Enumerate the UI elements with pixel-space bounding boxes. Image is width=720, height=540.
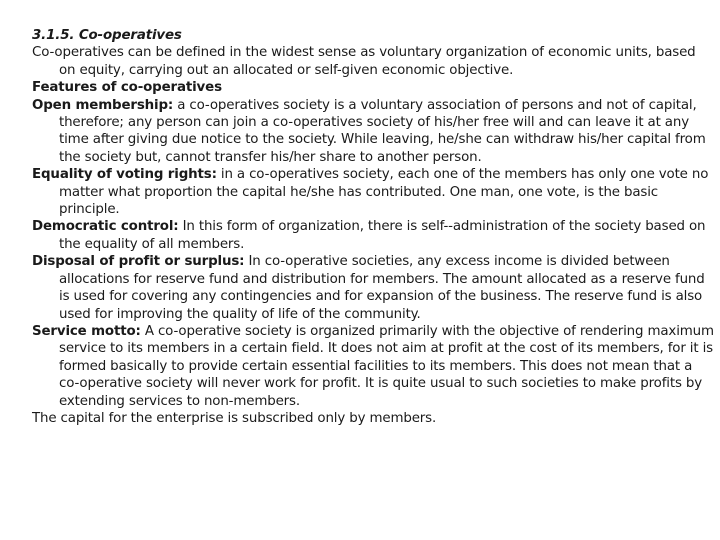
feature-disposal-of-profit (32, 253, 714, 323)
feature-text: In co-operative societies, any excess income is divided between allocations for reserve fund and distribution for members. The amount allocated as a reserve fund is used for covering any contingencies and for expansion of the business. The reserve fund is also used for improving the quality of life of the community. (59, 254, 705, 322)
feature-text: a co-operatives society is a voluntary association of persons and not of capital, therefore; any person can join a co-operatives society of his/her free will and can leave it at any time after giving due notice to the society. While leaving, he/she can withdraw his/her capital from the society but, cannot transfer his/her share to another person. (59, 97, 706, 165)
feature-equality-of-voting-rights (32, 166, 714, 218)
intro-paragraph: Co-operatives can be defined in the widest sense as voluntary organization of economic units, based on equity, carrying out an allocated or self-given economic objective. (32, 45, 696, 78)
feature-term: Equality of voting rights: (32, 167, 217, 183)
feature-text: in a co-operatives society, each one of the members has only one vote no matter what proportion the capital he/she has contributed. One man, one vote, is the basic principle. (59, 167, 709, 218)
document-body (32, 27, 714, 427)
feature-term: Open membership: (32, 97, 174, 113)
section-title: 3.1.5. Co-operatives (32, 28, 182, 43)
closing-paragraph: The capital for the enterprise is subscribed only by members. (32, 410, 437, 426)
feature-term: Disposal of profit or surplus: (32, 254, 245, 270)
feature-term: Service motto: (32, 323, 141, 339)
feature-service-motto (32, 323, 714, 410)
feature-term: Democratic control: (32, 219, 179, 235)
feature-democratic-control (32, 218, 714, 253)
features-heading: Features of co-operatives (32, 80, 222, 96)
feature-open-membership (32, 97, 714, 167)
feature-text: A co-operative society is organized primarily with the objective of rendering maximum service to its members in a certain field. It does not aim at profit at the cost of its members, for it is formed basically to provide certain essential facilities to its members. This does not mean that a co-operative society will never work for profit. It is quite usual to such societies to make profits by extending services to non-members. (59, 323, 714, 409)
feature-text: In this form of organization, there is self--administration of the society based on the equality of all members. (59, 219, 706, 252)
